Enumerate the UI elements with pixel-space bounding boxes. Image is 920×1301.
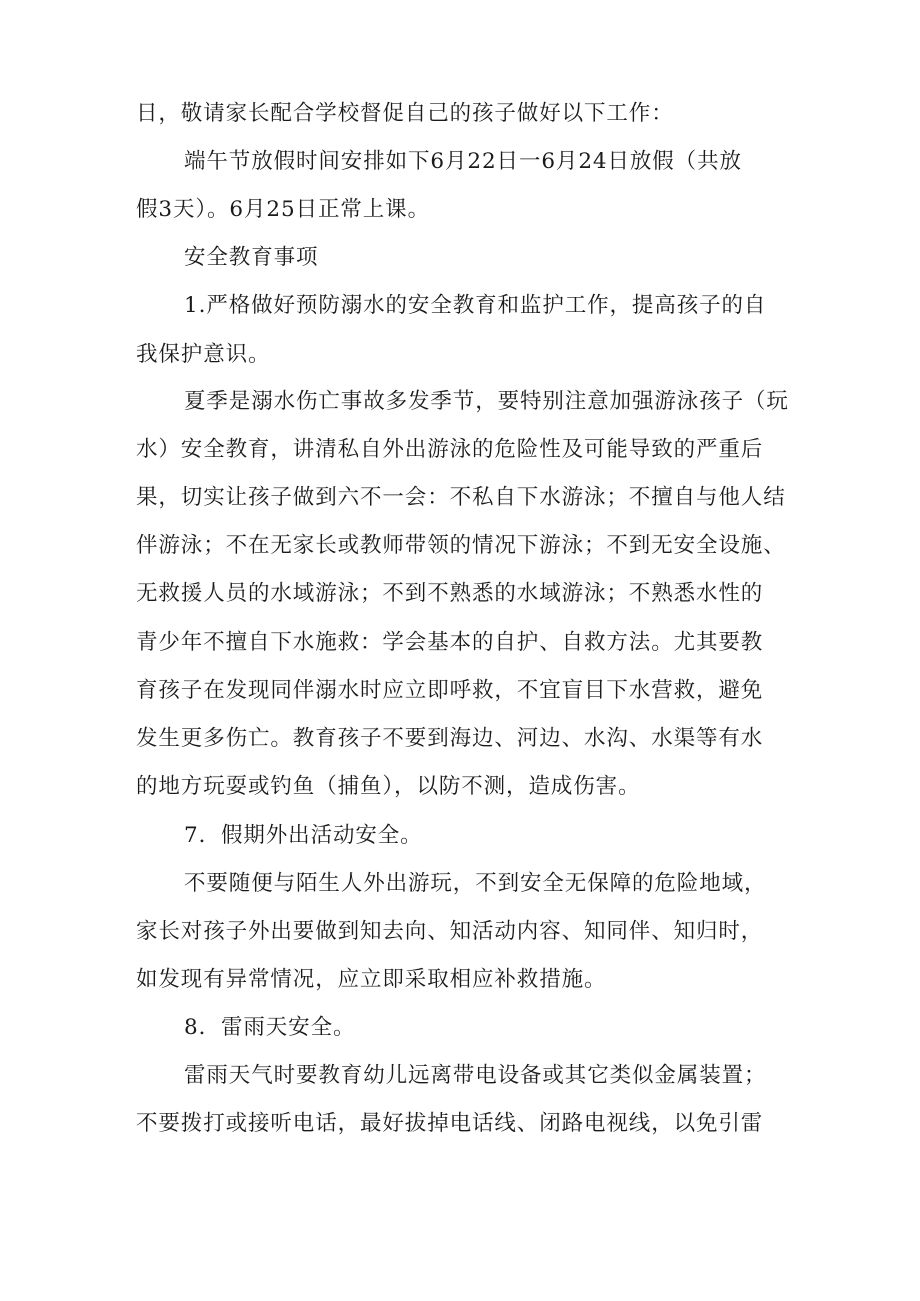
text-line: 日，敬请家长配合学校督促自己的孩子做好以下工作： <box>136 101 674 126</box>
text-line: 如发现有异常情况，应立即采取相应补救措施。 <box>136 967 607 992</box>
text-line: 我保护意识。 <box>136 342 271 367</box>
text-line: 不要随便与陌生人外出游玩，不到安全无保障的危险地域， <box>184 871 767 896</box>
text-line: 青少年不擅自下水施救：学会基本的自护、自救方法。尤其要教 <box>136 630 764 655</box>
text-line: 假3天）。6月25日正常上课。 <box>136 197 430 222</box>
section-heading: 8．雷雨天安全。 <box>184 1015 356 1040</box>
text-line: 无救援人员的水域游泳；不到不熟悉的水域游泳；不熟悉水性的 <box>136 581 764 606</box>
text-line: 的地方玩耍或钓鱼（捕鱼），以防不测，造成伤害。 <box>136 774 641 799</box>
text-line: 育孩子在发现同伴溺水时应立即呼救，不宜盲目下水营救，避免 <box>136 678 764 703</box>
text-line: 不要拨打或接听电话，最好拔掉电话线、闭路电视线，以免引雷 <box>136 1111 764 1136</box>
text-line: 发生更多伤亡。教育孩子不要到海边、河边、水沟、水渠等有水 <box>136 726 764 751</box>
text-line: 雷雨天气时要教育幼儿远离带电设备或其它类似金属装置； <box>184 1063 767 1088</box>
text-line: 果，切实让孩子做到六不一会：不私自下水游泳；不擅自与他人结 <box>136 485 786 510</box>
text-line: 伴游泳；不在无家长或教师带领的情况下游泳；不到无安全设施、 <box>136 533 786 558</box>
section-heading: 安全教育事项 <box>184 245 319 270</box>
text-line: 1.严格做好预防溺水的安全教育和监护工作，提高孩子的自 <box>184 293 767 318</box>
text-line: 水）安全教育，讲清私自外出游泳的危险性及可能导致的严重后 <box>136 437 764 462</box>
section-heading: 7．假期外出活动安全。 <box>184 823 423 848</box>
text-line: 夏季是溺水伤亡事故多发季节，要特别注意加强游泳孩子（玩 <box>184 389 789 414</box>
text-line: 家长对孩子外出要做到知去向、知活动内容、知同伴、知归时， <box>136 919 764 944</box>
text-line: 端午节放假时间安排如下6月22日一6月24日放假（共放 <box>184 149 742 174</box>
